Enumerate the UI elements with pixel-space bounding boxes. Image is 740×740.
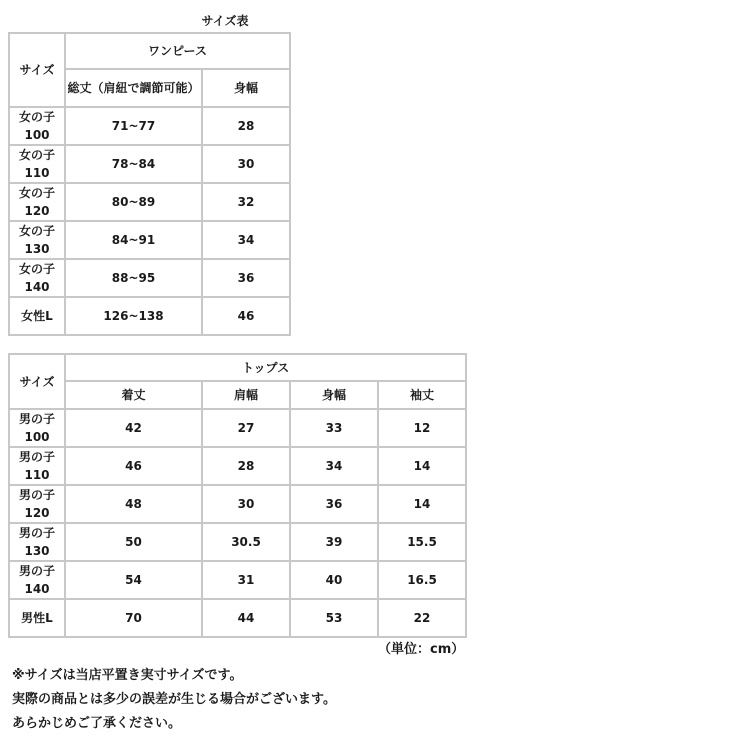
table-cell: 30 bbox=[202, 485, 290, 523]
table-cell: 40 bbox=[290, 561, 378, 599]
table-cell: 16.5 bbox=[378, 561, 466, 599]
table-cell: 30.5 bbox=[202, 523, 290, 561]
row-label: 男の子 120 bbox=[9, 485, 65, 523]
note-line: あらかじめご了承ください。 bbox=[12, 716, 182, 731]
table-row bbox=[9, 297, 290, 335]
row-label: 男の子 110 bbox=[9, 447, 65, 485]
table-cell: 14 bbox=[378, 447, 466, 485]
table-cell: 71~77 bbox=[65, 107, 202, 145]
table-cell: 36 bbox=[290, 485, 378, 523]
table-cell: 46 bbox=[202, 297, 290, 335]
table-row bbox=[9, 409, 466, 447]
table-cell: 70 bbox=[65, 599, 202, 637]
column-header: 身幅 bbox=[202, 69, 290, 107]
table-cell: 53 bbox=[290, 599, 378, 637]
table-row bbox=[9, 145, 290, 183]
table-cell: 28 bbox=[202, 447, 290, 485]
table-row bbox=[9, 561, 466, 599]
onepiece-size-table bbox=[8, 32, 291, 336]
table-cell: 33 bbox=[290, 409, 378, 447]
table-row bbox=[9, 599, 466, 637]
column-header: 袖丈 bbox=[378, 381, 466, 409]
row-label: 男の子 140 bbox=[9, 561, 65, 599]
row-label: 男の子 130 bbox=[9, 523, 65, 561]
row-label: 女の子 120 bbox=[9, 183, 65, 221]
column-header: 総丈（肩紐で調節可能） bbox=[65, 69, 202, 107]
table-cell: 80~89 bbox=[65, 183, 202, 221]
table-cell: 28 bbox=[202, 107, 290, 145]
table-cell: 36 bbox=[202, 259, 290, 297]
table-row bbox=[9, 485, 466, 523]
table-row bbox=[9, 107, 290, 145]
table-row bbox=[9, 447, 466, 485]
table-cell: 32 bbox=[202, 183, 290, 221]
tops-size-table bbox=[8, 353, 467, 638]
note-line: 実際の商品とは多少の誤差が生じる場合がございます。 bbox=[12, 692, 336, 707]
page-title: サイズ表 bbox=[201, 14, 249, 28]
table-cell: 126~138 bbox=[65, 297, 202, 335]
table-row bbox=[9, 221, 290, 259]
row-label: 女の子 130 bbox=[9, 221, 65, 259]
table-cell: 84~91 bbox=[65, 221, 202, 259]
table-cell: 48 bbox=[65, 485, 202, 523]
column-header: 着丈 bbox=[65, 381, 202, 409]
table-cell: 12 bbox=[378, 409, 466, 447]
row-label: 女の子 100 bbox=[9, 107, 65, 145]
table-cell: 39 bbox=[290, 523, 378, 561]
table-cell: 50 bbox=[65, 523, 202, 561]
column-header: 身幅 bbox=[290, 381, 378, 409]
tops-group-header: トップス bbox=[65, 354, 466, 381]
row-label: 男性L bbox=[9, 599, 65, 637]
table-cell: 14 bbox=[378, 485, 466, 523]
table-cell: 44 bbox=[202, 599, 290, 637]
table-cell: 22 bbox=[378, 599, 466, 637]
table-cell: 30 bbox=[202, 145, 290, 183]
table-cell: 54 bbox=[65, 561, 202, 599]
row-label: 女の子 140 bbox=[9, 259, 65, 297]
table-cell: 88~95 bbox=[65, 259, 202, 297]
table-cell: 31 bbox=[202, 561, 290, 599]
row-label: 女性L bbox=[9, 297, 65, 335]
table-row bbox=[9, 259, 290, 297]
table-cell: 34 bbox=[290, 447, 378, 485]
size-header: サイズ bbox=[9, 354, 65, 409]
row-label: 男の子 100 bbox=[9, 409, 65, 447]
table-cell: 46 bbox=[65, 447, 202, 485]
table-row bbox=[9, 183, 290, 221]
row-label: 女の子 110 bbox=[9, 145, 65, 183]
onepiece-group-header: ワンピース bbox=[65, 33, 290, 69]
size-header: サイズ bbox=[9, 33, 65, 107]
note-line: ※サイズは当店平置き実寸サイズです。 bbox=[12, 668, 243, 683]
table-row bbox=[9, 523, 466, 561]
table-cell: 15.5 bbox=[378, 523, 466, 561]
table-cell: 78~84 bbox=[65, 145, 202, 183]
unit-label: （単位：cm） bbox=[378, 642, 465, 657]
table-cell: 27 bbox=[202, 409, 290, 447]
table-cell: 34 bbox=[202, 221, 290, 259]
column-header: 肩幅 bbox=[202, 381, 290, 409]
table-cell: 42 bbox=[65, 409, 202, 447]
